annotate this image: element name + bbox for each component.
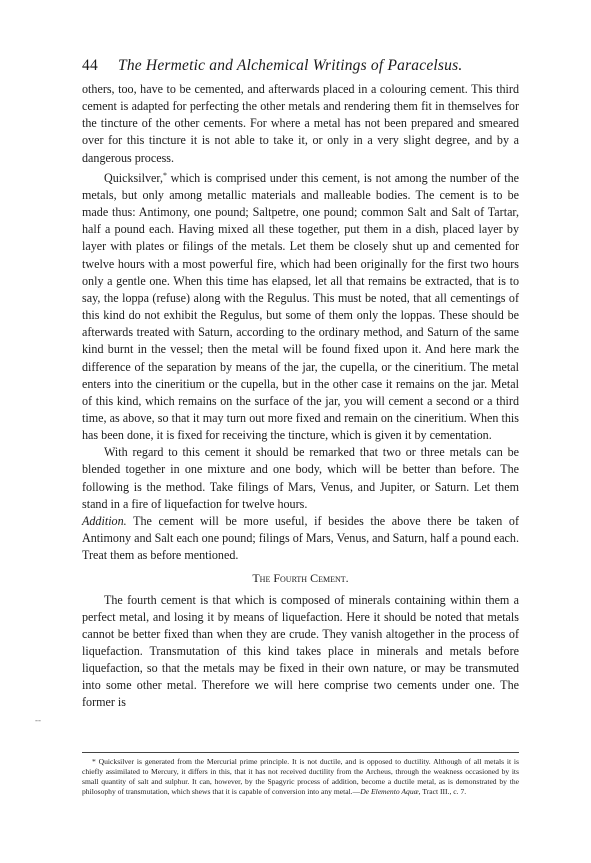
margin-mark: -- — [35, 715, 41, 725]
paragraph-2-text: which is comprised under this cement, is not among the number of the metals, but only among metallic materials and malleable bodies. The cement is to be made thus: Antimony, one pound; Saltpetre, one pound; common Salt and Salt of Tartar, half a pound each. Having mixed all these together, put them in a dish, placed layer by layer with plates or filings of the metals. Let them be closely shut up and cemented for twelve hours with a most powerful fire, which had been originally for the first two hours only a gentle one. When this time has elapsed, let all that remains be extracted, that is to say, the loppa (refuse) along with the Regulus. This must be noted, that all cementings of this kind do not exhibit the Regulus, but some of them only the loppas. These should be afterwards treated with Saturn, according to the ordinary method, and Saturn of the same kind burnt in the vessel; then the metal will be found fixed upon it. And here mark the difference of the separation by means of the jar, the cupella, or the cineritium. The metal enters into the cineritium or the cupella, but in the other case it remains on the jar. Metal of this kind, which remains on the surface of the jar, you will cement a second or a third time, as above, so that it may turn out more fixed and remain on the cineritium. When this has been done, it is fixed for receiving the tincture, which is given it by cementation. — [82, 170, 519, 443]
body-text — [82, 81, 519, 712]
page-number: 44 — [82, 57, 98, 74]
paragraph-5: The fourth cement is that which is composed of minerals containing within them a perfect metal, and losing it by means of liquefaction. Here it should be noted that metals cannot be better fixed than when they are crude. They vanish altogether in the process of liquefaction. Transmutation of this kind takes place in minerals and metals before liquefaction, so that the metals may be fixed in their own nature, or may be transmuted into some other metal. Therefore we will here comprise two cements under one. The former is — [82, 592, 519, 710]
paragraph-4 — [82, 513, 519, 564]
page — [82, 57, 519, 712]
running-header — [82, 57, 519, 81]
quicksilver-lead: Quicksilver, — [104, 170, 163, 185]
paragraph-3: With regard to this cement it should be remarked that two or three metals can be blended together in one mixture and one body, which will be better than before. The following is the method. Take filings of Mars, Venus, and Jupiter, or Saturn. Let them stand in a fire of liquefaction for twelve hours. — [82, 445, 519, 511]
footnote-source-ref: Tract III., c. 7. — [420, 786, 467, 796]
addition-label: Addition. — [82, 513, 127, 528]
footnote-body: * Quicksilver is generated from the Mercurial prime principle. It is not ductile, and is opposed to ductility. Although of all metals it is chiefly assimilated to Mercury, it differs in this, that it has not received ductility from the Archeus, through the weakness occasioned by its small quantity of salt and sulphur. It can, however, by the Spagyric process of addition, become a ductile metal, as is demonstrated by the philosophy of transmutation, which shews that it is capable of conversion into any metal.— — [82, 757, 519, 796]
footnote-marker: * — [162, 170, 167, 180]
running-title: The Hermetic and Alchemical Writings of Paracelsus. — [118, 57, 463, 74]
footnote — [82, 757, 519, 797]
section-heading: The Fourth Cement. — [252, 571, 349, 586]
paragraph-1: others, too, have to be cemented, and afterwards placed in a colouring cement. This third cement is adapted for perfecting the other metals and rendering them fit in themselves for the tincture of the other cements. For where a metal has not been prepared and smeared over for this tincture it is not able to take it, or only in a very slight degree, and by a dangerous process. — [82, 82, 519, 165]
footnote-rule — [82, 752, 519, 753]
paragraph-4-text: The cement will be more useful, if besides the above there be taken of Antimony and Salt each one pound; filings of Mars, Venus, and Saturn, half a pound each. Treat them as before mentioned. — [82, 513, 519, 563]
footnote-source-title: De Elemento Aquæ, — [360, 786, 421, 796]
footnote-text — [82, 757, 519, 797]
paragraph-2 — [82, 167, 519, 445]
